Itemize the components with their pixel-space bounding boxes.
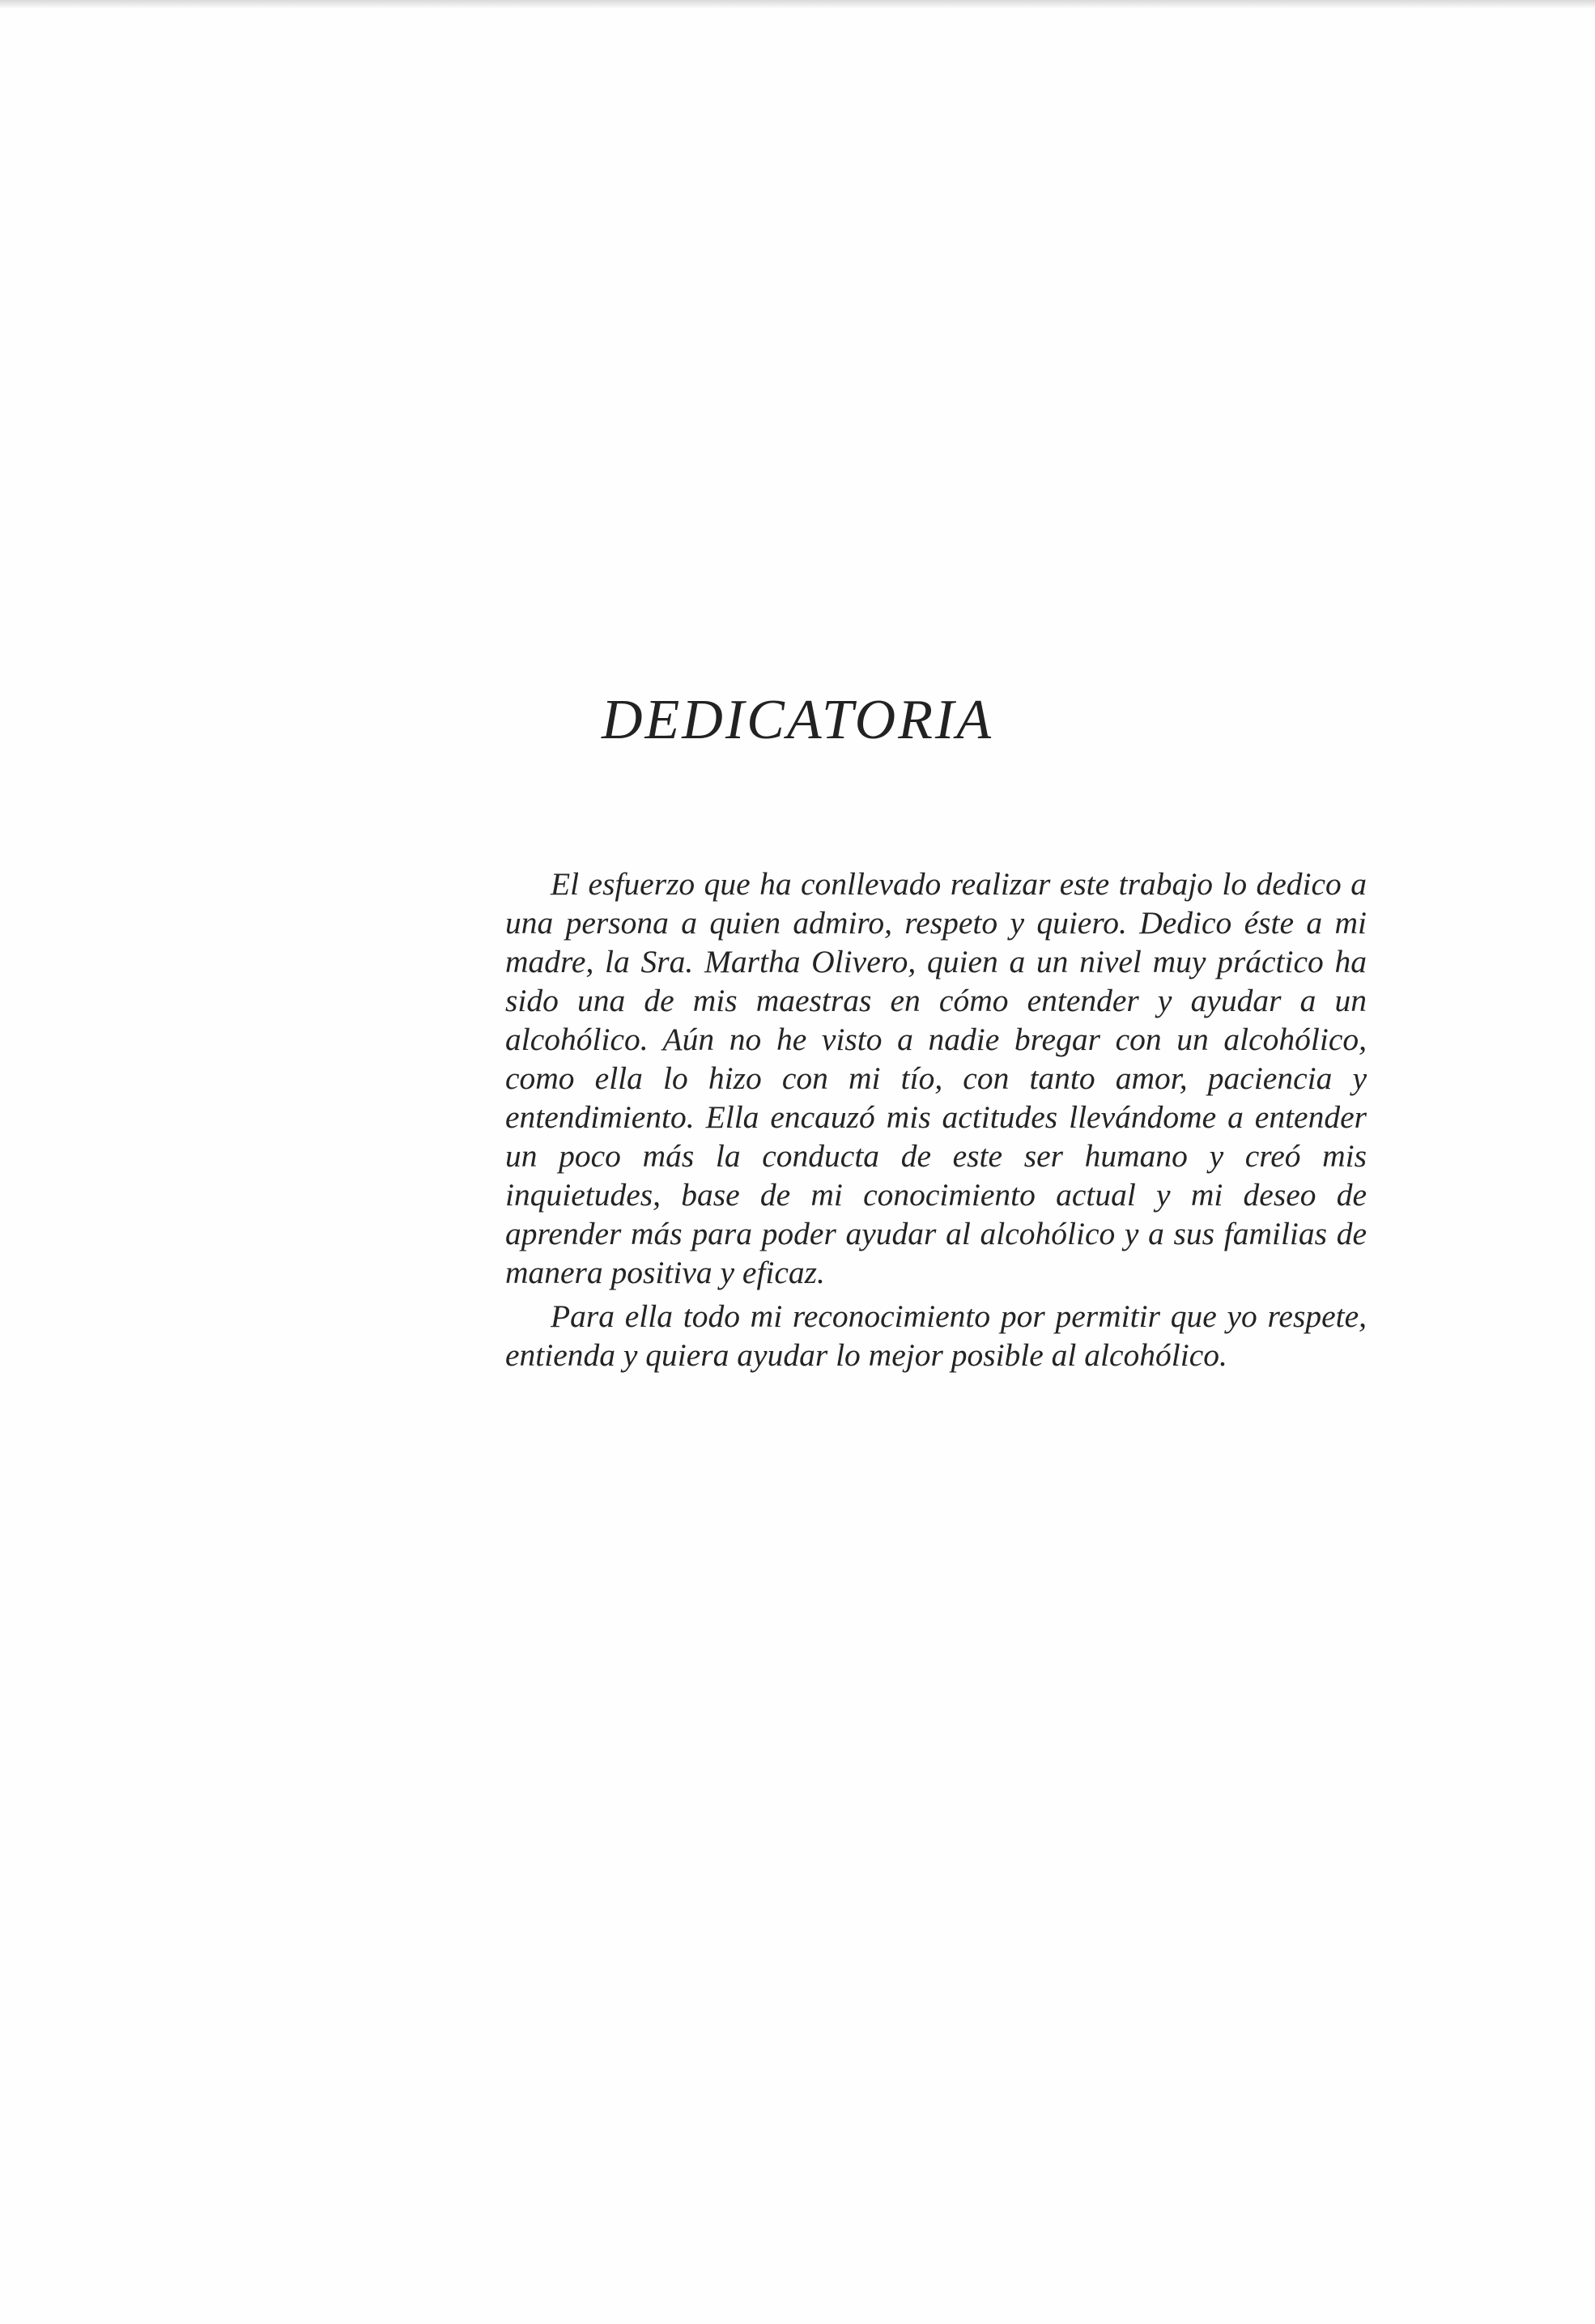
dedication-paragraph-1: El esfuerzo que ha conllevado realizar este trabajo lo dedico a una persona a quien admiro, respeto y quiero. Dedico éste a mi madre, la Sra. Martha Olivero, quien a un nivel muy práctico ha sido una de mis maestras en cómo entender y ayudar a un alcohólico. Aún no he visto a nadie bregar con un alcohólico, como ella lo hizo con mi tío, con tanto amor, paciencia y entendimiento. Ella encauzó mis actitudes llevándome a entender un poco más la conducta de este ser humano y creó mis inquietudes, base de mi conocimiento actual y mi deseo de aprender más para poder ayudar al alcohólico y a sus familias de manera positiva y eficaz. <box>505 866 1367 1290</box>
page-title: DEDICATORIA <box>601 689 994 751</box>
page-top-edge <box>0 0 1595 8</box>
dedication-paragraph-2: Para ella todo mi reconocimiento por permitir que yo respete, entienda y quiera ayudar lo mejor posible al alcohólico. <box>505 1298 1367 1373</box>
dedication-body <box>505 865 1367 1374</box>
